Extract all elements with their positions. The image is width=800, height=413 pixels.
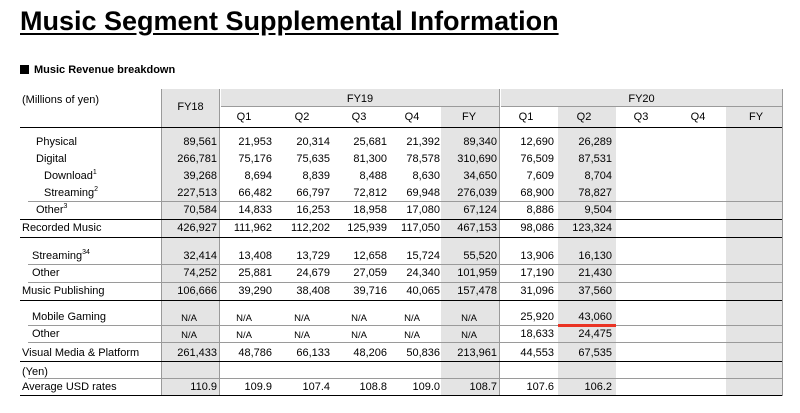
- table-cell: 32,414: [183, 250, 217, 262]
- table-cell: 67,124: [463, 204, 497, 216]
- row-label-text: Average USD rates: [22, 381, 117, 393]
- table-cell: 112,202: [291, 222, 330, 234]
- table-cell: 117,050: [401, 222, 440, 234]
- table-cell: N/A: [404, 313, 420, 324]
- row-label-text: Digital: [36, 153, 67, 165]
- footnote-mark: 34: [82, 249, 90, 256]
- table-cell: 310,690: [457, 153, 497, 165]
- table-cell: 8,886: [526, 204, 554, 216]
- table-cell: 66,482: [238, 187, 272, 199]
- table-cell: 276,039: [457, 187, 497, 199]
- row-label: [36, 204, 67, 217]
- row-label: [44, 170, 97, 183]
- row-label: [44, 187, 98, 200]
- fy19-header: FY19: [346, 93, 374, 105]
- table-cell: 72,812: [353, 187, 387, 199]
- table-cell: 26,289: [578, 136, 612, 148]
- table-cell: 39,716: [353, 285, 387, 297]
- table-cell: 8,839: [302, 170, 330, 182]
- row-label: [32, 250, 90, 263]
- table-cell: 24,475: [578, 328, 612, 340]
- row-label: [22, 381, 117, 394]
- table-cell: 38,408: [296, 285, 330, 297]
- row-label-text: Music Publishing: [22, 285, 105, 297]
- subheader-q4: Q4: [404, 111, 420, 123]
- table-cell: 40,065: [406, 285, 440, 297]
- table-cell: 16,253: [296, 204, 330, 216]
- table-cell: 87,531: [578, 153, 612, 165]
- table-cell: 108.7: [469, 381, 497, 393]
- row-rule: [20, 361, 782, 362]
- row-rule: [28, 378, 782, 379]
- table-cell: 48,206: [353, 347, 387, 359]
- subheader-q3: Q3: [633, 111, 649, 123]
- table-cell: 8,694: [244, 170, 272, 182]
- row-label-text: Streaming: [44, 187, 95, 199]
- table-cell: 110.9: [190, 381, 217, 393]
- table-cell: 25,920: [520, 311, 554, 323]
- table-cell: 8,488: [359, 170, 387, 182]
- table-cell: 69,948: [406, 187, 440, 199]
- subheader-q4: Q4: [690, 111, 706, 123]
- table-cell: 157,478: [457, 285, 497, 297]
- table-cell: 18,958: [353, 204, 387, 216]
- table-cell: 89,340: [463, 136, 497, 148]
- table-cell: 17,190: [520, 267, 554, 279]
- table-cell: 7,609: [526, 170, 554, 182]
- table-cell: 67,535: [578, 347, 612, 359]
- table-cell: 17,080: [406, 204, 440, 216]
- row-label-text: Physical: [36, 136, 77, 148]
- row-label-text: Other: [36, 204, 64, 216]
- row-label-text: Streaming: [32, 250, 83, 262]
- table-cell: 24,340: [406, 267, 440, 279]
- row-rule: [28, 264, 782, 265]
- row-rule: [28, 282, 782, 283]
- table-cell: 13,729: [296, 250, 330, 262]
- row-rule: [20, 300, 782, 301]
- table-cell: 213,961: [457, 347, 497, 359]
- table-cell: 55,520: [463, 250, 497, 262]
- subheader-q2: Q2: [294, 111, 310, 123]
- row-label: [22, 347, 139, 360]
- table-cell: 81,300: [353, 153, 387, 165]
- table-cell: N/A: [294, 313, 310, 324]
- table-cell: 111,962: [233, 222, 272, 234]
- table-cell: 125,939: [347, 222, 387, 234]
- table-cell: 21,430: [578, 267, 612, 279]
- table-cell: 107.4: [302, 381, 330, 393]
- table-cell: 9,504: [584, 204, 612, 216]
- table-cell: 18,633: [520, 328, 554, 340]
- table-cell: 44,553: [520, 347, 554, 359]
- row-label-text: Mobile Gaming: [32, 311, 106, 323]
- table-cell: 66,133: [296, 347, 330, 359]
- table-cell: 75,176: [238, 153, 272, 165]
- table-cell: 20,314: [296, 136, 330, 148]
- table-cell: 109.0: [412, 381, 440, 393]
- row-label: [32, 267, 60, 280]
- table-cell: 25,681: [353, 136, 387, 148]
- table-cell: 107.6: [526, 381, 554, 393]
- subtitle-text: Music Revenue breakdown: [34, 64, 176, 76]
- row-rule: [28, 325, 782, 326]
- subheader-q1: Q1: [236, 111, 252, 123]
- table-cell: 89,561: [183, 136, 217, 148]
- table-cell: 27,059: [353, 267, 387, 279]
- table-cell: 8,704: [584, 170, 612, 182]
- table-cell: 106.2: [584, 381, 612, 393]
- table-cell: 8,630: [412, 170, 440, 182]
- table-cell: 426,927: [177, 222, 217, 234]
- fy19-header-rule: [221, 106, 499, 107]
- table-cell: 12,690: [520, 136, 554, 148]
- subheader-q2: Q2: [576, 111, 592, 123]
- table-cell: 123,324: [572, 222, 612, 234]
- row-rule: [28, 201, 782, 202]
- table-cell: 24,679: [296, 267, 330, 279]
- row-label: [32, 328, 60, 341]
- row-label: [22, 222, 101, 235]
- table-cell: 21,953: [238, 136, 272, 148]
- table-cell: 15,724: [406, 250, 440, 262]
- row-label-text: Other: [32, 267, 60, 279]
- row-rule: [20, 395, 782, 396]
- row-label: [36, 136, 77, 149]
- table-cell: 21,392: [406, 136, 440, 148]
- table-cell: 109.9: [244, 381, 272, 393]
- table-cell: N/A: [236, 313, 252, 324]
- table-cell: 12,658: [353, 250, 387, 262]
- footnote-mark: 2: [94, 186, 99, 193]
- table-cell: 13,906: [520, 250, 554, 262]
- page-title: Music Segment Supplemental Information: [20, 6, 559, 36]
- footnote-mark: 1: [92, 169, 97, 176]
- table-cell: 78,827: [578, 187, 612, 199]
- row-label-text: Visual Media & Platform: [22, 347, 140, 359]
- units-label: (Millions of yen): [22, 94, 100, 106]
- table-cell: N/A: [236, 330, 252, 341]
- table-cell: 74,252: [183, 267, 217, 279]
- table-cell: 39,268: [183, 170, 217, 182]
- row-label: [36, 153, 67, 166]
- table-cell: 101,959: [457, 267, 497, 279]
- table-cell: 75,635: [296, 153, 330, 165]
- table-cell: N/A: [294, 330, 310, 341]
- table-cell: 261,433: [177, 347, 217, 359]
- footnote-mark: 3: [63, 203, 68, 210]
- table-cell: 106,666: [177, 285, 217, 297]
- fy20-fy-column-shade: [726, 89, 782, 396]
- table-cell: 43,060: [578, 311, 612, 323]
- table-cell: 108.8: [359, 381, 387, 393]
- subheader-fy: FY: [461, 111, 477, 123]
- table-cell: 78,578: [406, 153, 440, 165]
- yen-label: (Yen): [22, 366, 48, 378]
- table-cell: 13,408: [238, 250, 272, 262]
- table-cell: 76,509: [520, 153, 554, 165]
- row-label-text: Other: [32, 328, 60, 340]
- row-label-text: Download: [44, 170, 93, 182]
- table-cell: N/A: [181, 313, 197, 324]
- table-cell: N/A: [351, 330, 367, 341]
- table-cell: 25,881: [238, 267, 272, 279]
- table-cell: 16,130: [578, 250, 612, 262]
- table-cell: 70,584: [183, 204, 217, 216]
- subheader-q3: Q3: [351, 111, 367, 123]
- fy20-header: FY20: [628, 93, 655, 105]
- subheader-q1: Q1: [518, 111, 534, 123]
- table-cell: N/A: [404, 330, 420, 341]
- table-cell: N/A: [461, 330, 477, 341]
- table-cell: 68,900: [520, 187, 554, 199]
- subheader-fy: FY: [748, 111, 764, 123]
- table-cell: 34,650: [463, 170, 497, 182]
- fy20-header-rule: [501, 106, 782, 107]
- table-cell: 467,153: [457, 222, 497, 234]
- table-cell: 227,513: [177, 187, 217, 199]
- table-cell: 98,086: [520, 222, 554, 234]
- table-cell: N/A: [461, 313, 477, 324]
- table-cell: 50,836: [406, 347, 440, 359]
- table-cell: N/A: [351, 313, 367, 324]
- fy18-header: FY18: [177, 101, 204, 113]
- table-cell: 14,833: [238, 204, 272, 216]
- highlight-underline: [558, 324, 616, 327]
- header-bottom-rule: [20, 127, 782, 128]
- table-cell: N/A: [181, 330, 197, 341]
- table-cell: 266,781: [177, 153, 217, 165]
- table-cell: 31,096: [520, 285, 554, 297]
- row-rule: [20, 219, 782, 220]
- table-cell: 66,797: [296, 187, 330, 199]
- row-rule: [28, 342, 782, 343]
- row-label-text: Recorded Music: [22, 222, 102, 234]
- column-divider: [782, 89, 783, 396]
- table-cell: 48,786: [238, 347, 272, 359]
- row-label: [32, 311, 106, 324]
- row-rule: [20, 237, 782, 238]
- table-cell: 39,290: [238, 285, 272, 297]
- table-cell: 37,560: [578, 285, 612, 297]
- row-label: [22, 285, 105, 298]
